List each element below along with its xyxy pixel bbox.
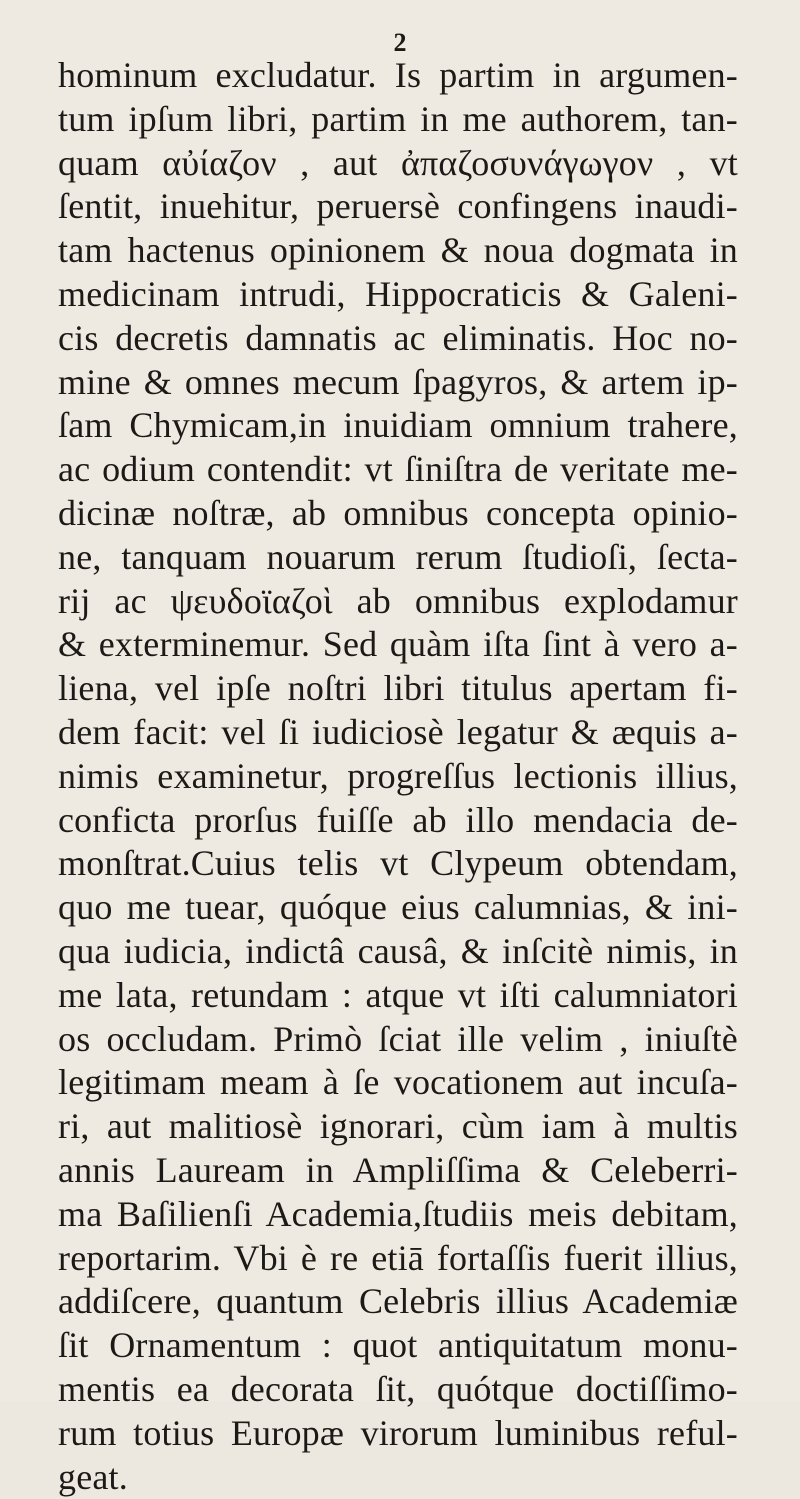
text-line: quo me tuear, quóque eius calumnias, & ini- bbox=[58, 886, 738, 930]
text-line: qua iudicia, indictâ causâ, & inſcitè nimis, in bbox=[58, 930, 738, 974]
body-text bbox=[58, 54, 738, 1499]
text-line: mine & omnes mecum ſpagyros, & artem ip- bbox=[58, 361, 738, 405]
text-line: dicinæ noſtræ, ab omnibus concepta opinio- bbox=[58, 492, 738, 536]
text-line: cis decretis damnatis ac eliminatis. Hoc no- bbox=[58, 317, 738, 361]
text-line: medicinam intrudi, Hippocraticis & Galeni- bbox=[58, 273, 738, 317]
text-line: liena, vel ipſe noſtri libri titulus apertam fi- bbox=[58, 667, 738, 711]
text-line: addiſcere, quantum Celebris illius Academiæ bbox=[58, 1280, 738, 1324]
text-line: confictа prorſus fuiſſe ab illo mendacia de- bbox=[58, 799, 738, 843]
text-line: quam αὐίαζον , aut ἀπαζοσυνάγωγον , vt bbox=[58, 142, 738, 186]
text-line: geat. bbox=[58, 1456, 738, 1499]
text-line: ſam Chymicam,in inuidiam omnium trahere, bbox=[58, 404, 738, 448]
text-line: ne, tanquam nouarum rerum ſtudioſi, ſecta- bbox=[58, 536, 738, 580]
text-line: hominum excludatur. Is partim in argumen- bbox=[58, 54, 738, 98]
text-line: dem facit: vel ſi iudiciosè legatur & æquis a- bbox=[58, 711, 738, 755]
text-line: mentis ea decorata ſit, quótque doctiſſimo- bbox=[58, 1368, 738, 1412]
text-line: os occludam. Primò ſciat ille velim , iniuſtè bbox=[58, 1018, 738, 1062]
text-line: legitimam meam à ſe vocationem aut incuſa- bbox=[58, 1061, 738, 1105]
text-line: ma Baſilienſi Academia,ſtudiis meis debitam, bbox=[58, 1193, 738, 1237]
text-line: monſtrat.Cuius telis vt Clypeum obtendam, bbox=[58, 842, 738, 886]
text-line: annis Lauream in Ampliſſima & Celeberri- bbox=[58, 1149, 738, 1193]
text-line: tam hactenus opinionem & noua dogmata in bbox=[58, 229, 738, 273]
text-line: tum ipſum libri, partim in me authorem, tan- bbox=[58, 98, 738, 142]
text-line: reportarim. Vbi è re etiā fortaſſis fuerit illius, bbox=[58, 1237, 738, 1281]
text-line: ſit Ornamentum : quot antiquitatum monu- bbox=[58, 1324, 738, 1368]
text-line: & exterminemur. Sed quàm iſta ſint à vero a- bbox=[58, 623, 738, 667]
text-line: nimis examinetur, progreſſus lectionis illius, bbox=[58, 755, 738, 799]
text-line: ſentit, inuehitur, peruersè confingens inaudi- bbox=[58, 185, 738, 229]
text-line: rum totius Europæ virorum luminibus reful- bbox=[58, 1412, 738, 1456]
text-line: rij ac ψευδοϊαζοὶ ab omnibus explodamur bbox=[58, 580, 738, 624]
text-line: me lata, retundam : atque vt iſti calumniatori bbox=[58, 974, 738, 1018]
signature-mark: 2 bbox=[0, 28, 800, 58]
text-line: ac odium contendit: vt ſiniſtra de veritate me- bbox=[58, 448, 738, 492]
text-line: ri, aut malitiosè ignorari, cùm iam à multis bbox=[58, 1105, 738, 1149]
